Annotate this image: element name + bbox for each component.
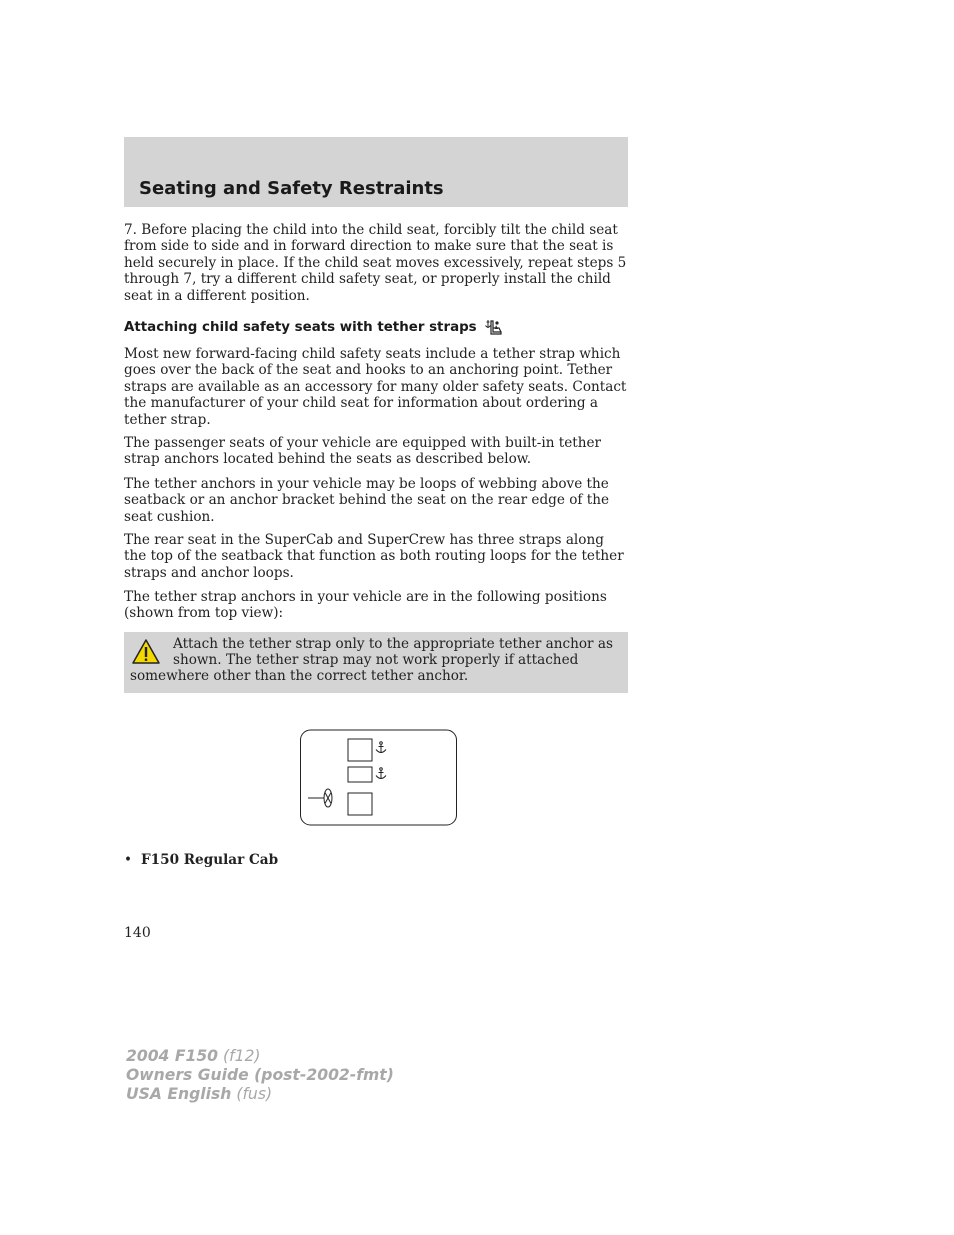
list-item — [124, 852, 278, 868]
seat-icon — [348, 767, 372, 782]
tether-anchor-diagram — [299, 729, 459, 828]
tether-paragraph-1: Most new forward-facing child safety seats include a tether strap which goes over the back of the seat and hooks to an anchoring point. Tether straps are available as an accessory for many older safety seats. Contact the manufacturer of your child seat for information about ordering a tether strap. — [124, 346, 627, 428]
footer-language: USA English — [126, 1085, 232, 1103]
footer-guide: Owners Guide (post-2002-fmt) — [126, 1066, 394, 1084]
warning-box — [124, 632, 628, 693]
tether-paragraph-4: The rear seat in the SuperCab and SuperCrew has three straps along the top of the seatback that function as both routing loops for the tether straps and anchor loops. — [124, 532, 624, 581]
bullet-icon: • — [124, 852, 133, 868]
page-number: 140 — [124, 925, 151, 941]
list-item-label: F150 Regular Cab — [141, 852, 279, 868]
tether-paragraph-2: The passenger seats of your vehicle are equipped with built-in tether strap anchors located behind the seats as described below. — [124, 435, 602, 468]
tether-section-heading — [124, 319, 504, 336]
step-7-paragraph: 7. Before placing the child into the child seat, forcibly tilt the child seat from side to side and in forward direction to make sure that the seat is held securely in place. If the child seat moves excessively, repeat steps 5 through 7, try a different child safety seat, or properly install the child seat in a different position. — [124, 222, 627, 304]
footer-line-3 — [126, 1085, 394, 1104]
tether-paragraph-3: The tether anchors in your vehicle may be loops of webbing above the seatback or an anchor bracket behind the seat on the rear edge of the seat cushion. — [124, 476, 610, 525]
tether-heading-text: Attaching child safety seats with tether straps — [124, 320, 477, 335]
tether-paragraph-5: The tether strap anchors in your vehicle are in the following positions (shown from top view): — [124, 589, 607, 622]
section-title: Seating and Safety Restraints — [139, 178, 444, 199]
footer-model: 2004 F150 — [126, 1047, 219, 1065]
footer-model-code: (f12) — [223, 1047, 261, 1065]
seat-icon — [348, 793, 372, 815]
footer-language-code: (fus) — [236, 1085, 273, 1103]
warning-text: Attach the tether strap only to the appropriate tether anchor as shown. The tether strap may not work properly if attached somewhere other than the correct tether anchor. — [130, 636, 613, 685]
document-footer — [126, 1047, 394, 1104]
footer-line-1 — [126, 1047, 394, 1066]
child-seat-tether-icon — [484, 319, 504, 336]
footer-line-2 — [126, 1066, 394, 1085]
seat-icon — [348, 739, 372, 761]
